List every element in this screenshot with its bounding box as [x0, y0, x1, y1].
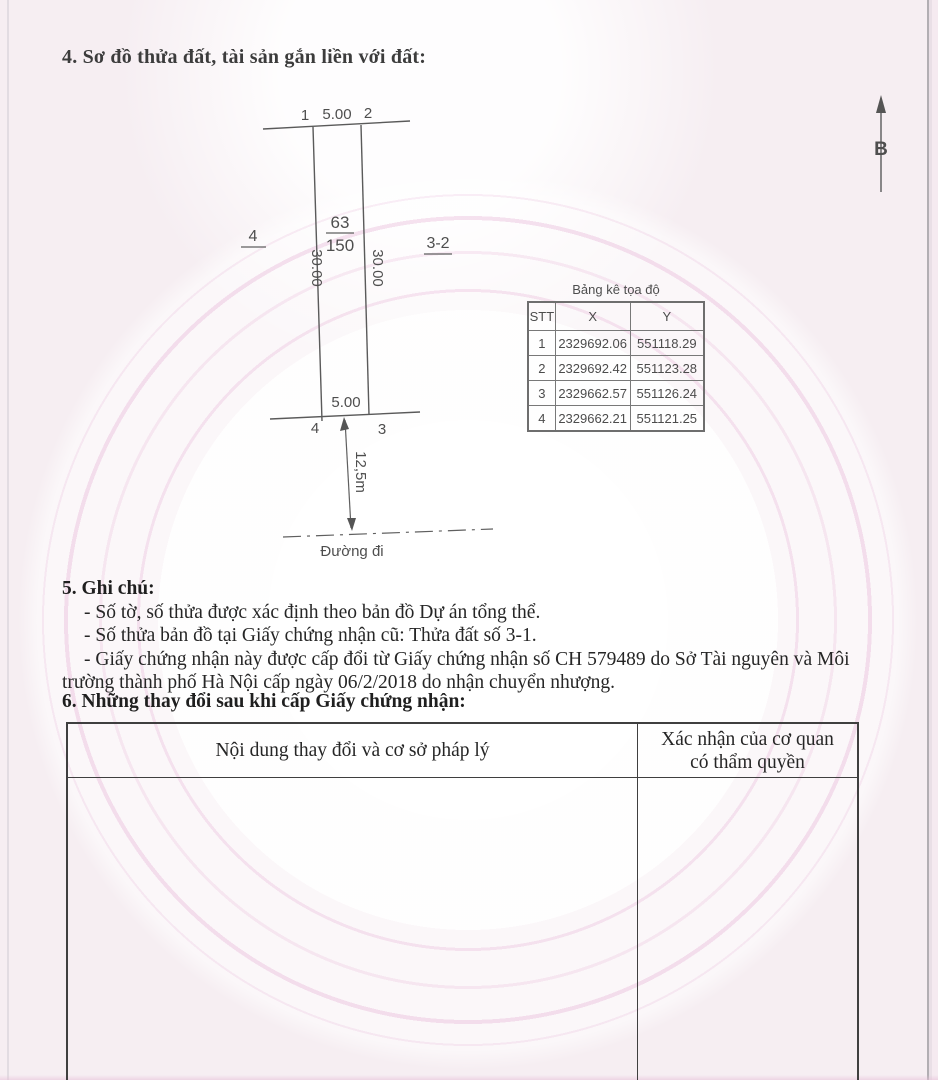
- road-distance-arrow: [340, 417, 369, 531]
- parcel-area: 150: [325, 236, 355, 255]
- parcel-number-area: [326, 213, 354, 255]
- changes-col2-header: [638, 724, 857, 778]
- adjacent-parcel-left: [241, 228, 266, 247]
- coord-cell: 551126.24: [630, 381, 704, 406]
- coord-cell: 551118.29: [630, 331, 704, 356]
- bottom-boundary-line: [270, 412, 420, 419]
- section5-notes: [62, 577, 862, 695]
- coord-row: [528, 356, 704, 381]
- corner-3-label: 3: [377, 421, 387, 438]
- left-edge-dimension: 30.00: [308, 249, 325, 287]
- coord-cell: 2329662.57: [555, 381, 630, 406]
- changes-col1-header-text: Nội dung thay đổi và cơ sở pháp lý: [215, 740, 490, 761]
- coord-cell: 3: [528, 381, 555, 406]
- changes-col2-header-line2: có thẩm quyền: [690, 751, 805, 773]
- parcel-right-edge: [361, 125, 369, 415]
- changes-body-col2: [638, 778, 857, 1080]
- coord-cell: 2329692.06: [555, 331, 630, 356]
- changes-col2-header-line1: Xác nhận của cơ quan: [661, 728, 834, 750]
- coord-cell: 2: [528, 356, 555, 381]
- corner-2-label: 2: [363, 105, 373, 122]
- changes-col1-header: [68, 724, 638, 778]
- changes-body-col1: [68, 778, 638, 1080]
- section4-title: 4. Sơ đồ thửa đất, tài sản gắn liền với đất:: [62, 46, 427, 68]
- section5-title: 5. Ghi chú:: [62, 578, 155, 599]
- coord-header-stt: STT: [528, 302, 555, 331]
- changes-table: [66, 722, 859, 1080]
- note-line: - Giấy chứng nhận này được cấp đổi từ Giấy chứng nhận số CH 579489 do Sở Tài nguyên và Môi trường thành phố Hà Nội cấp ngày 06/2/2018 do nhận chuyển nhượng.: [62, 648, 850, 693]
- coord-row: [528, 381, 704, 406]
- note-line: - Số thửa bản đồ tại Giấy chứng nhận cũ: Thửa đất số 3-1.: [84, 625, 537, 646]
- corner-1-label: 1: [300, 107, 310, 124]
- coordinate-table: [527, 282, 705, 432]
- adjacent-parcel-right: [424, 235, 452, 254]
- coord-cell: 1: [528, 331, 555, 356]
- coord-cell: 551123.28: [630, 356, 704, 381]
- coord-cell: 551121.25: [630, 406, 704, 432]
- parcel-number: 63: [330, 213, 350, 232]
- coord-row: [528, 331, 704, 356]
- north-arrow: [874, 95, 888, 192]
- section6-title: 6. Những thay đổi sau khi cấp Giấy chứng nhận:: [62, 691, 466, 712]
- bottom-edge-dimension: 5.00: [331, 394, 361, 411]
- road-label: Đường đi: [320, 543, 384, 560]
- svg-text:3-2: 3-2: [426, 235, 450, 252]
- coord-header-x: X: [555, 302, 630, 331]
- svg-text:4: 4: [248, 228, 258, 245]
- road-line: [283, 529, 493, 537]
- note-line: - Số tờ, số thửa được xác định theo bản đồ Dự án tổng thể.: [84, 601, 541, 623]
- north-label: B: [874, 139, 888, 160]
- coord-cell: 2329692.42: [555, 356, 630, 381]
- coord-header-y: Y: [630, 302, 704, 331]
- right-edge-dimension: 30.00: [369, 249, 386, 287]
- corner-4-label: 4: [310, 420, 320, 437]
- coord-cell: 2329662.21: [555, 406, 630, 432]
- coord-row: [528, 406, 704, 432]
- top-edge-dimension: 5.00: [322, 106, 352, 123]
- coordinate-table-title: Bảng kê tọa độ: [572, 282, 660, 297]
- coord-header-row: [528, 302, 704, 331]
- road-distance-label: 12,5m: [352, 451, 369, 493]
- coord-cell: 4: [528, 406, 555, 432]
